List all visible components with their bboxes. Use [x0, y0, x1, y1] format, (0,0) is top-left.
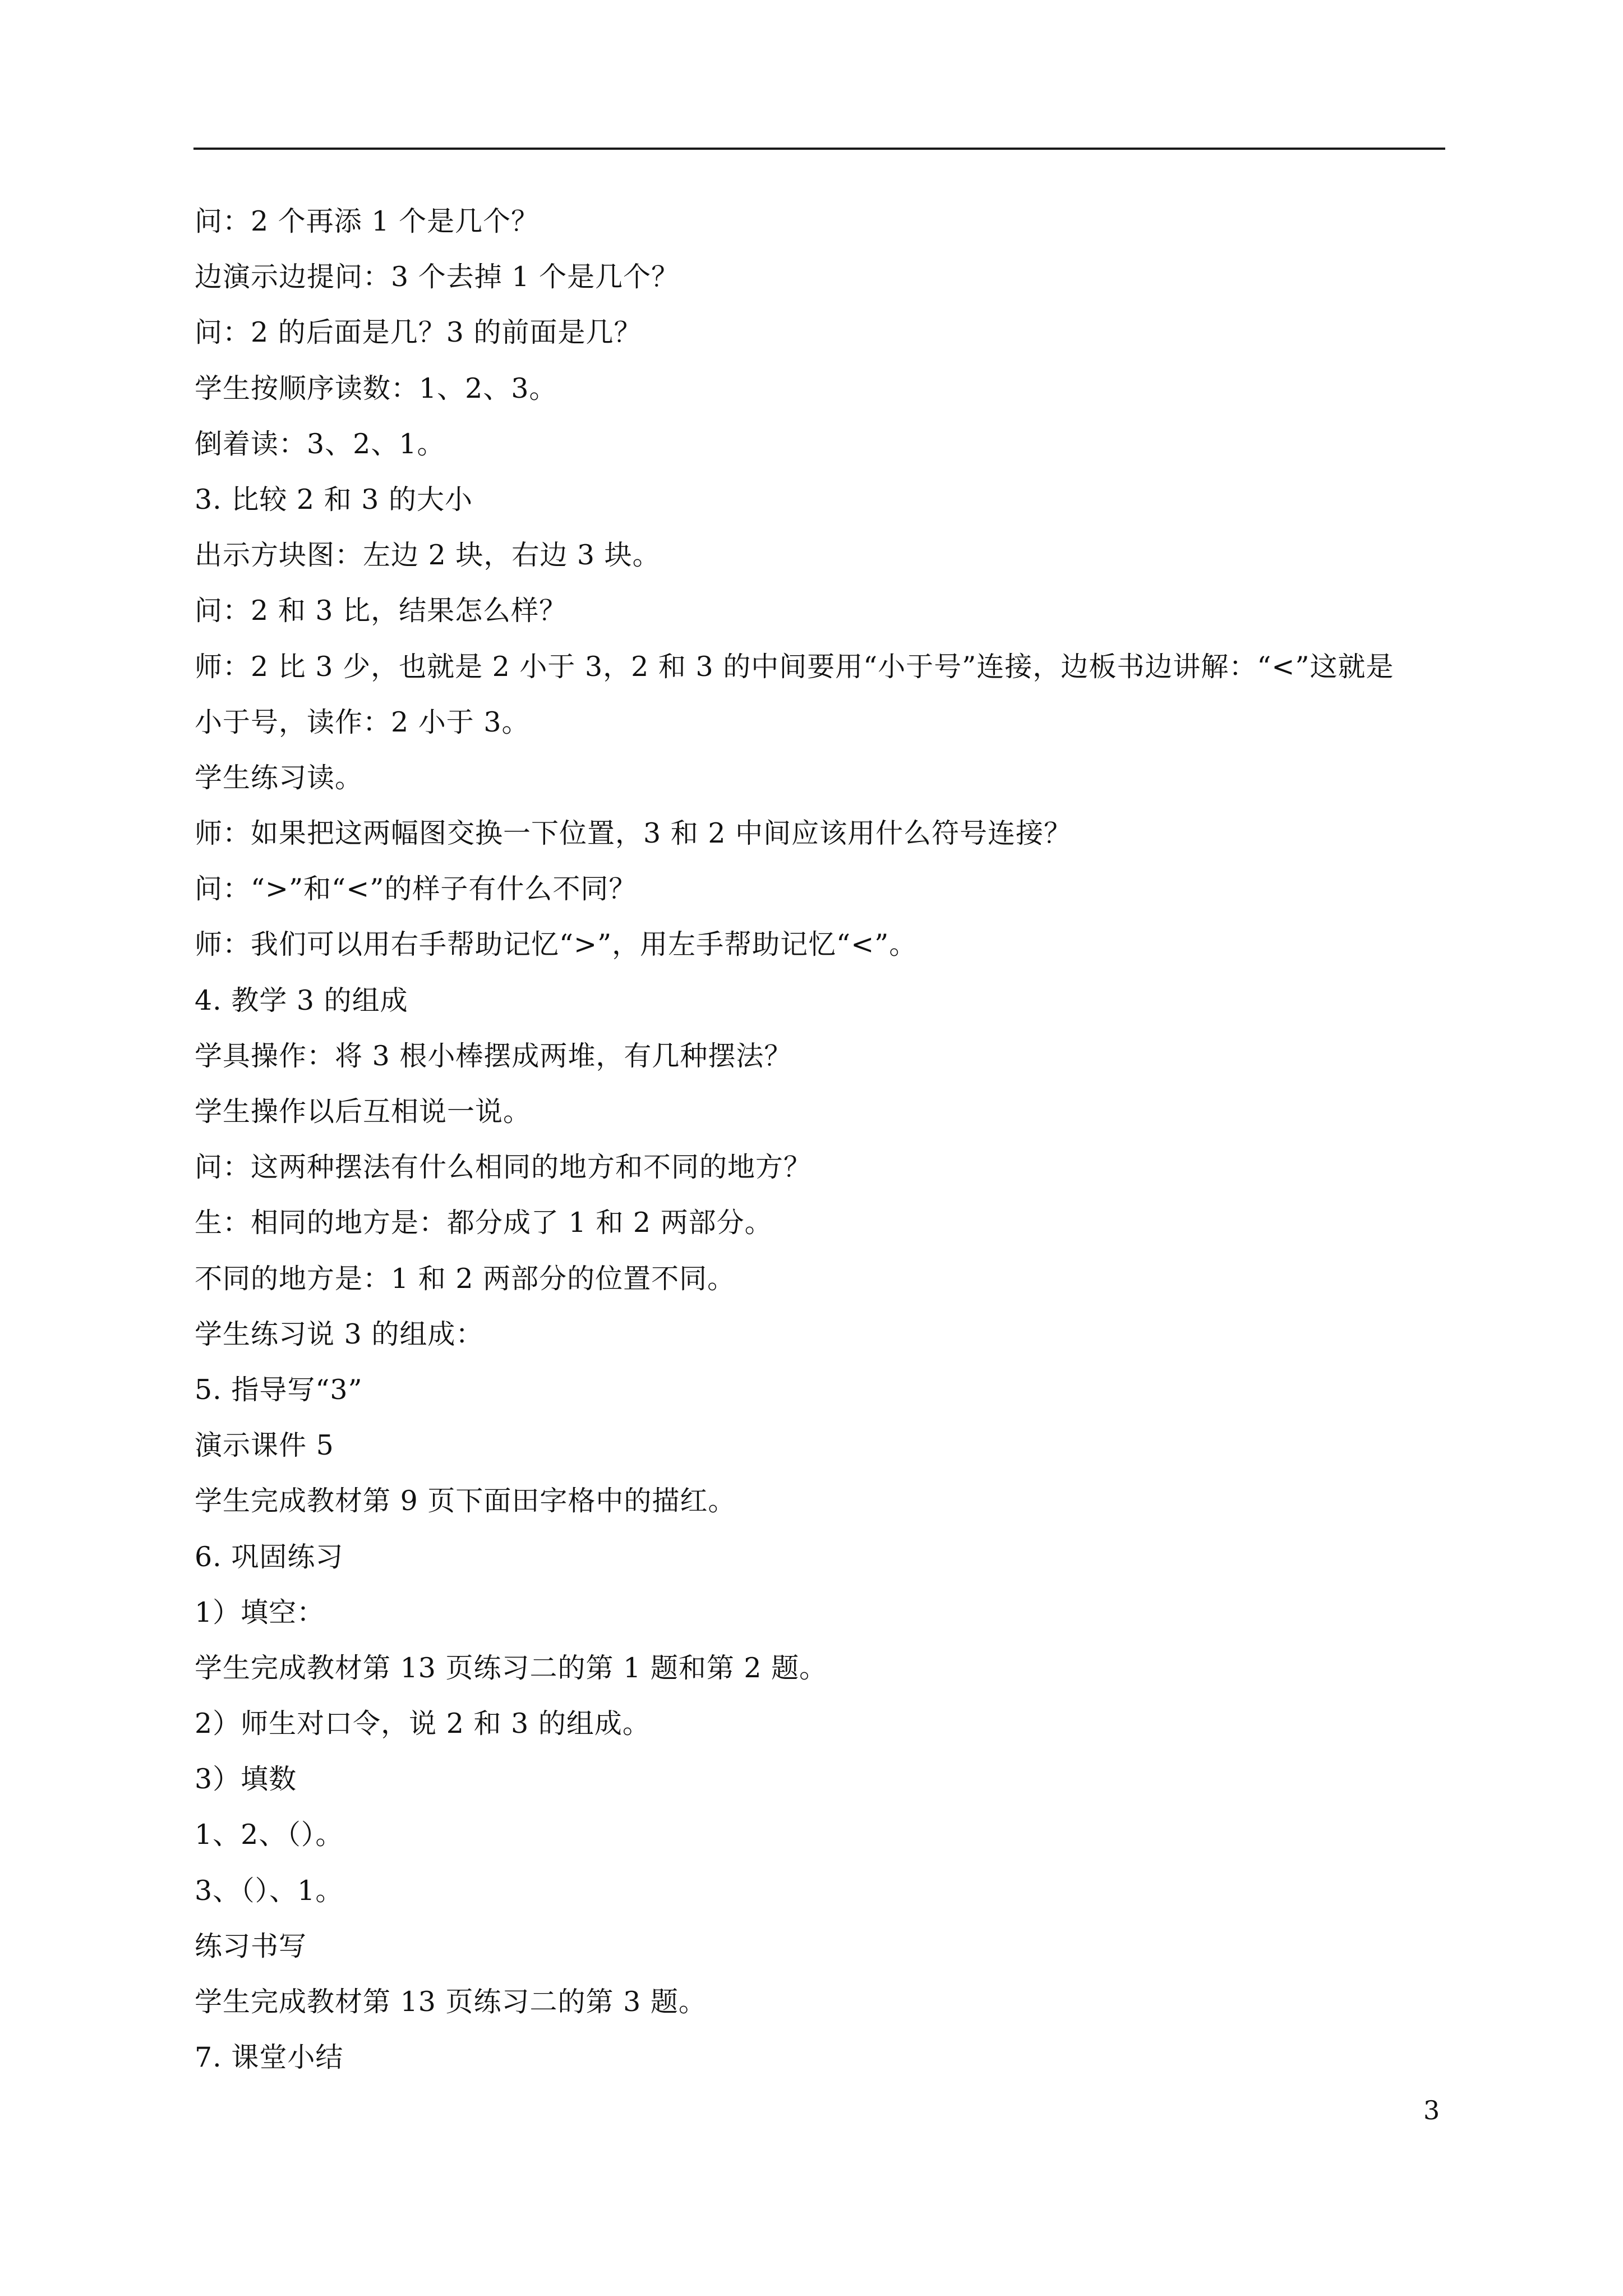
text-line: 学生练习读。	[195, 761, 363, 794]
text-line: 演示课件 5	[195, 1429, 334, 1462]
text-line: 师：我们可以用右手帮助记忆“>”，用左手帮助记忆“<”。	[195, 928, 917, 961]
section-heading: 7. 课堂小结	[195, 2041, 344, 2074]
text-line: 3、（）、1。	[195, 1874, 344, 1907]
text-line: 问：这两种摆法有什么相同的地方和不同的地方？	[195, 1151, 812, 1184]
text-line: 学具操作：将 3 根小棒摆成两堆，有几种摆法？	[195, 1039, 792, 1072]
section-heading: 5. 指导写“3”	[195, 1373, 363, 1406]
list-item: 2）师生对口令，说 2 和 3 的组成。	[195, 1708, 651, 1740]
text-line: 练习书写	[195, 1930, 307, 1962]
section-heading: 3. 比较 2 和 3 的大小	[195, 483, 473, 516]
text-line: 问：“>”和“<”的样子有什么不同？	[195, 873, 637, 905]
text-line: 学生按顺序读数：1、2、3。	[195, 372, 557, 404]
text-line: 学生完成教材第 13 页练习二的第 1 题和第 2 题。	[195, 1651, 828, 1684]
section-heading: 4. 教学 3 的组成	[195, 984, 408, 1016]
text-line: 问：2 的后面是几？3 的前面是几？	[195, 316, 642, 349]
page-body	[195, 194, 1451, 2085]
text-line: 问：2 个再添 1 个是几个？	[195, 205, 540, 237]
section-heading: 6. 巩固练习	[195, 1540, 344, 1573]
list-item: 1）填空：	[195, 1596, 325, 1628]
text-line: 小于号，读作：2 小于 3。	[195, 706, 530, 738]
text-line: 学生操作以后互相说一说。	[195, 1096, 532, 1128]
text-line: 1、2、（）。	[195, 1819, 344, 1851]
text-line: 学生练习说 3 的组成：	[195, 1318, 484, 1350]
page-number: 3	[1423, 2095, 1440, 2125]
list-item: 3）填数	[195, 1763, 297, 1796]
text-line: 不同的地方是：1 和 2 两部分的位置不同。	[195, 1262, 736, 1295]
text-line: 师：2 比 3 少，也就是 2 小于 3，2 和 3 的中间要用“小于号”连接，边板书边讲解：“<”这就是	[195, 650, 1394, 683]
text-line: 问：2 和 3 比，结果怎么样？	[195, 595, 568, 627]
text-line: 生：相同的地方是：都分成了 1 和 2 两部分。	[195, 1207, 773, 1239]
text-line: 学生完成教材第 13 页练习二的第 3 题。	[195, 1986, 707, 2018]
text-line: 倒着读：3、2、1。	[195, 427, 445, 460]
text-line: 边演示边提问：3 个去掉 1 个是几个？	[195, 261, 680, 293]
text-line: 出示方块图：左边 2 块，右边 3 块。	[195, 539, 661, 572]
text-line: 学生完成教材第 9 页下面田字格中的描红。	[195, 1485, 736, 1517]
text-line: 师：如果把这两幅图交换一下位置，3 和 2 中间应该用什么符号连接？	[195, 817, 1072, 850]
header-rule	[193, 148, 1445, 150]
